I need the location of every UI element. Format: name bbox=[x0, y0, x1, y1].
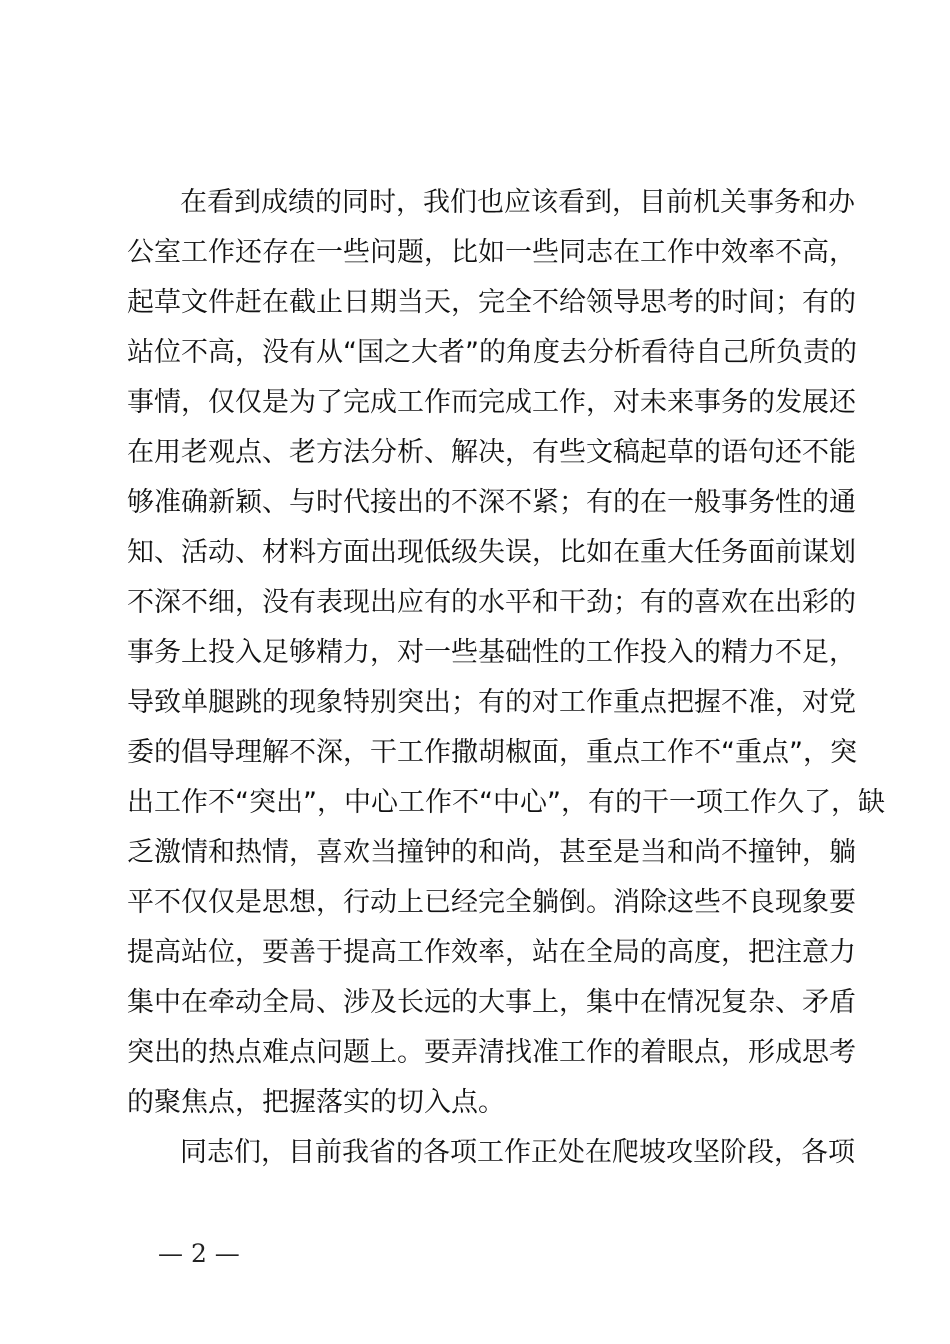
paragraph-1-line-2: 公室工作还存在一些问题，比如一些同志在工作中效率不高， bbox=[127, 237, 856, 268]
paragraph-1-line-1: 在看到成绩的同时，我们也应该看到，目前机关事务和办 bbox=[180, 187, 855, 218]
paragraph-1-line-4: 站位不高，没有从“国之大者”的角度去分析看待自己所负责的 bbox=[127, 337, 857, 368]
paragraph-1-line-7: 够准确新颖、与时代接出的不深不紧；有的在一般事务性的通 bbox=[127, 487, 856, 518]
paragraph-1-line-5: 事情，仅仅是为了完成工作而完成工作，对未来事务的发展还 bbox=[127, 387, 856, 418]
paragraph-1-line-8: 知、活动、材料方面出现低级失误，比如在重大任务面前谋划 bbox=[127, 537, 856, 568]
paragraph-1-line-16: 提高站位，要善于提高工作效率，站在全局的高度，把注意力 bbox=[127, 937, 856, 968]
paragraph-1-line-11: 导致单腿跳的现象特别突出；有的对工作重点把握不准，对党 bbox=[127, 687, 856, 718]
paragraph-1-line-10: 事务上投入足够精力，对一些基础性的工作投入的精力不足， bbox=[127, 637, 856, 668]
paragraph-1-line-3: 起草文件赶在截止日期当天，完全不给领导思考的时间；有的 bbox=[127, 287, 856, 318]
paragraph-1-line-6: 在用老观点、老方法分析、解决，有些文稿起草的语句还不能 bbox=[127, 437, 856, 468]
paragraph-1-line-13: 出工作不“突出”，中心工作不“中心”，有的干一项工作久了，缺 bbox=[127, 787, 885, 818]
paragraph-1-line-18: 突出的热点难点问题上。要弄清找准工作的着眼点，形成思考 bbox=[127, 1037, 856, 1068]
paragraph-2-line-1: 同志们，目前我省的各项工作正处在爬坡攻坚阶段，各项 bbox=[180, 1137, 855, 1168]
paragraph-1-line-19: 的聚焦点，把握落实的切入点。 bbox=[127, 1087, 505, 1118]
paragraph-1-line-12: 委的倡导理解不深，干工作撒胡椒面，重点工作不“重点”，突 bbox=[127, 737, 857, 768]
paragraph-1-line-17: 集中在牵动全局、涉及长远的大事上，集中在情况复杂、矛盾 bbox=[127, 987, 856, 1018]
paragraph-1-line-15: 平不仅仅是思想，行动上已经完全躺倒。消除这些不良现象要 bbox=[127, 887, 856, 918]
paragraph-1-line-9: 不深不细，没有表现出应有的水平和干劲；有的喜欢在出彩的 bbox=[127, 587, 856, 618]
page-number: — 2 — bbox=[158, 1239, 240, 1268]
paragraph-1-line-14: 乏激情和热情，喜欢当撞钟的和尚，甚至是当和尚不撞钟，躺 bbox=[127, 837, 856, 868]
